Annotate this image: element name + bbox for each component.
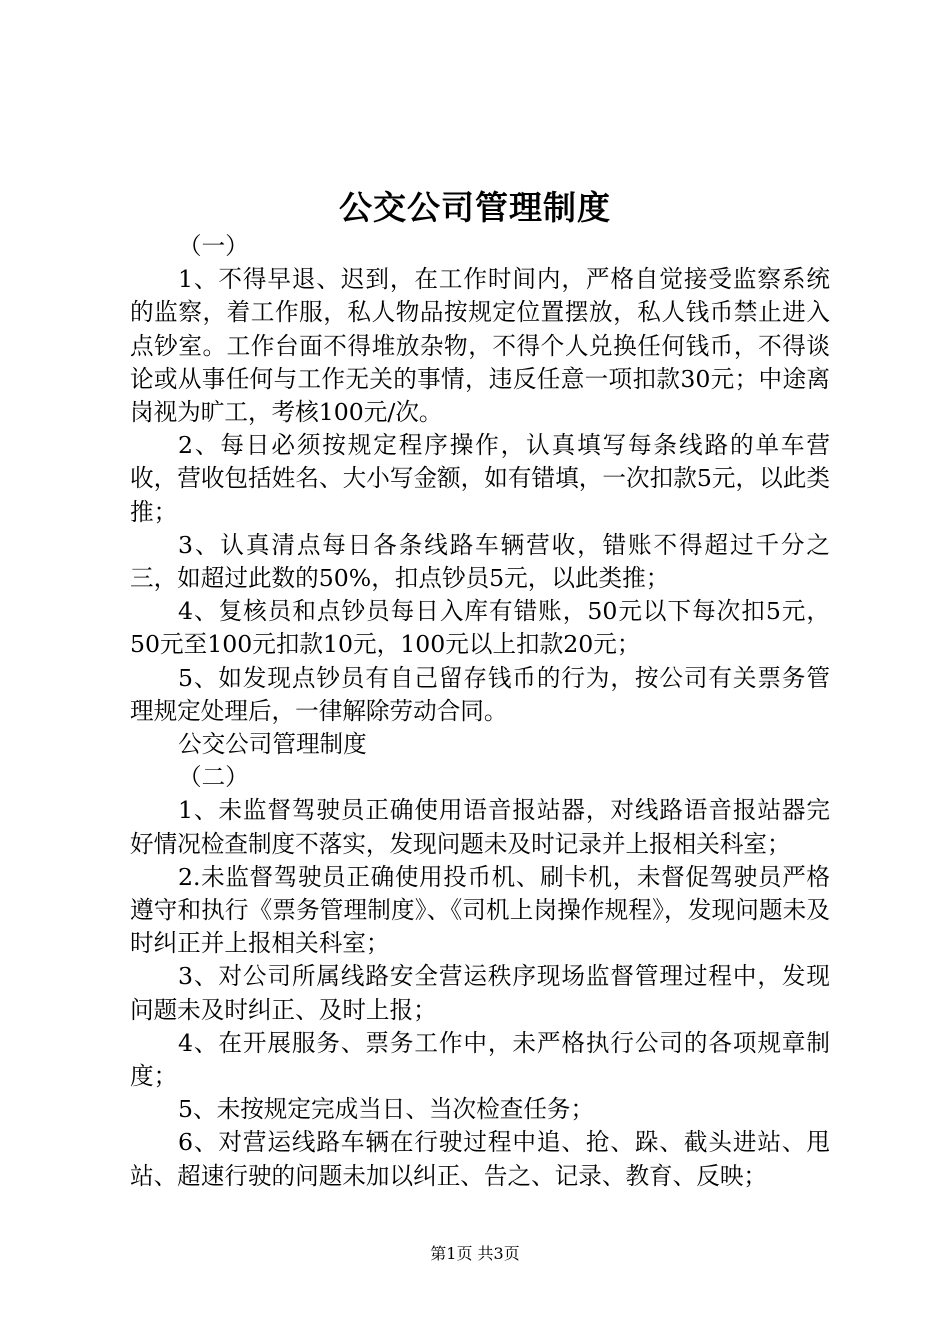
paragraph: 1、不得早退、迟到，在工作时间内，严格自觉接受监察系统的监察，着工作服，私人物品按规定位置摆放，私人钱币禁止进入点钞室。工作台面不得堆放杂物，不得个人兑换任何钱币，不得谈论或从事任何与工作无关的事情，违反任意一项扣款30元；中途离岗视为旷工，考核100元/次。 xyxy=(130,265,830,427)
paragraph: 1、未监督驾驶员正确使用语音报站器，对线路语音报站器完好情况检查制度不落实，发现问题未及时记录并上报相关科室； xyxy=(130,796,830,858)
paragraph: 6、对营运线路车辆在行驶过程中追、抢、跺、截头进站、甩站、超速行驶的问题未加以纠正、告之、记录、教育、反映； xyxy=(130,1128,830,1190)
paragraph: 5、如发现点钞员有自己留存钱币的行为，按公司有关票务管理规定处理后，一律解除劳动合同。 xyxy=(130,663,830,725)
document-title: 公交公司管理制度 xyxy=(339,188,611,227)
paragraph: 4、在开展服务、票务工作中，未严格执行公司的各项规章制度； xyxy=(130,1028,830,1091)
paragraph: 2、每日必须按规定程序操作，认真填写每条线路的单车营收，营收包括姓名、大小写金额，如有错填，一次扣款5元，以此类推； xyxy=(130,431,830,526)
paragraph: 3、对公司所属线路安全营运秩序现场监督管理过程中，发现问题未及时纠正、及时上报； xyxy=(130,962,830,1024)
paragraph: 4、复核员和点钞员每日入库有错账，50元以下每次扣5元，50元至100元扣款10元，100元以上扣款20元； xyxy=(130,597,830,659)
subtitle-line: 公交公司管理制度 xyxy=(178,730,367,759)
section-heading-1: （一） xyxy=(178,232,249,260)
paragraph: 2.未监督驾驶员正确使用投币机、刷卡机，未督促驾驶员严格遵守和执行《票务管理制度》、《司机上岗操作规程》，发现问题未及时纠正并上报相关科室； xyxy=(130,862,830,958)
section-heading-2: （二） xyxy=(178,763,249,792)
document-body xyxy=(130,230,830,1193)
paragraph: 3、认真清点每日各条线路车辆营收，错账不得超过千分之三，如超过此数的50%，扣点钞员5元，以此类推； xyxy=(130,530,830,593)
page-footer: 第1页 共3页 xyxy=(430,1244,520,1263)
paragraph: 5、未按规定完成当日、当次检查任务； xyxy=(178,1095,595,1124)
